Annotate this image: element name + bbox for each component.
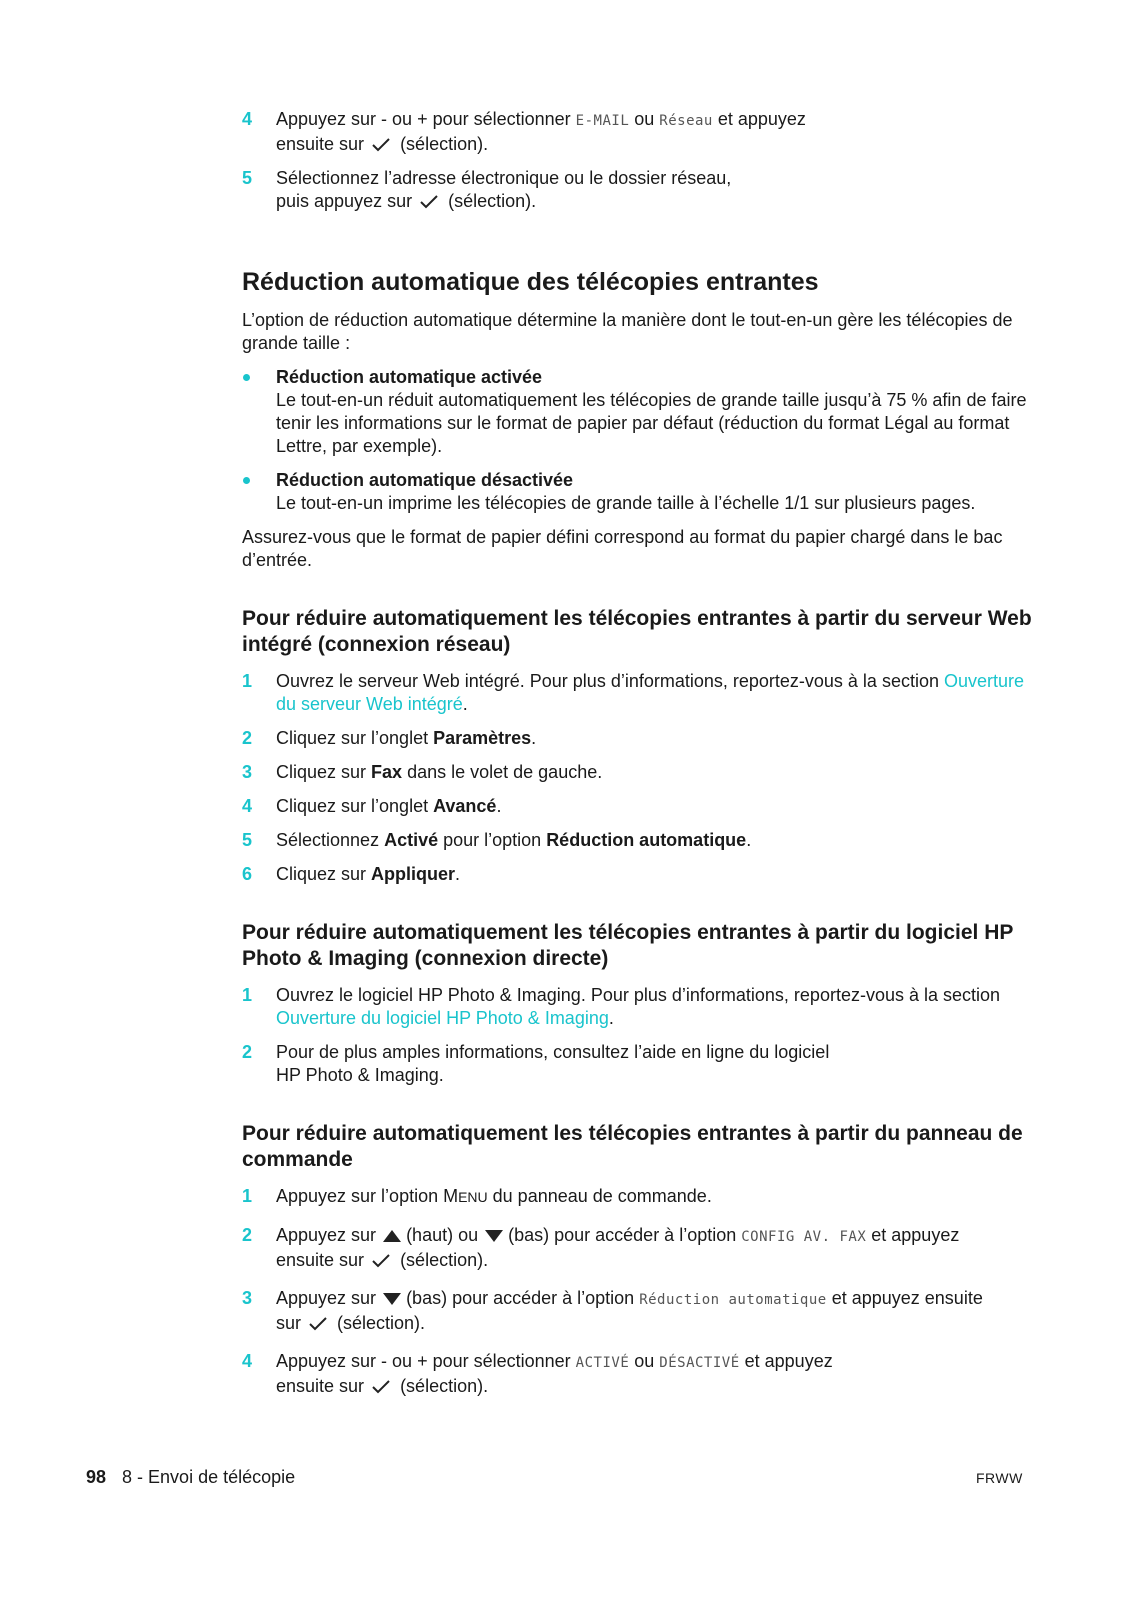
step-number: 5 [242, 168, 253, 188]
list-item: 5 Sélectionnez Activé pour l’option Réduction automatique. [242, 830, 752, 850]
footer-locale: FRWW [976, 1470, 1023, 1486]
cross-reference-link[interactable]: Ouverture du logiciel HP Photo & Imaging [276, 1008, 609, 1028]
list-item: 1 Ouvrez le serveur Web intégré. Pour plus d’informations, reportez-vous à la section Ouverture du serveur Web intégré. [242, 671, 1025, 714]
list-item: 4 Appuyez sur - ou + pour sélectionner ACTIVÉ ou DÉSACTIVÉ et appuyez ensuite sur (sélection). [242, 1351, 833, 1396]
bullet-item [242, 366, 1032, 458]
lcd-text: Réduction automatique [639, 1292, 827, 1308]
check-icon [372, 1254, 390, 1268]
step-number: 4 [242, 796, 253, 816]
lcd-text: CONFIG AV. FAX [741, 1229, 867, 1245]
bullet-icon [243, 374, 250, 381]
content-column [242, 108, 1032, 1409]
list-item: 3 Cliquez sur Fax dans le volet de gauche. [242, 762, 603, 782]
list-item: 5 Sélectionnez l’adresse électronique ou le dossier réseau, puis appuyez sur (sélection). [242, 168, 732, 211]
check-icon [372, 1380, 390, 1394]
list-item: 4 Cliquez sur l’onglet Avancé. [242, 796, 502, 816]
step-number: 6 [242, 864, 253, 884]
page-number: 98 [86, 1467, 107, 1487]
lcd-text: E-MAIL [575, 113, 630, 129]
bullet-title: Réduction automatique désactivée [276, 470, 574, 490]
step-number: 2 [242, 1225, 253, 1245]
step-number: 1 [242, 985, 253, 1005]
list-item: 1 Appuyez sur l’option MENU du panneau de commande. [242, 1186, 712, 1206]
step-number: 3 [242, 762, 253, 782]
step-number: 4 [242, 1351, 253, 1371]
lcd-text: DÉSACTIVÉ [659, 1355, 740, 1371]
list-item: 3 Appuyez sur (bas) pour accéder à l’option Réduction automatique et appuyez ensuite sur (sélection). [242, 1288, 983, 1333]
step-number: 1 [242, 1186, 253, 1206]
step-number: 4 [242, 109, 253, 129]
list-item: 1 Ouvrez le logiciel HP Photo & Imaging. Pour plus d’informations, reportez-vous à la section Ouverture du logiciel HP Photo & Imaging. [242, 985, 1001, 1028]
bullet-text: Le tout-en-un imprime les télécopies de grande taille à l’échelle 1/1 sur plusieurs pages. [276, 493, 976, 513]
step-number: 1 [242, 671, 253, 691]
subsection-title: Pour réduire automatiquement les télécopies entrantes à partir du serveur Web intégré (connexion réseau) [242, 607, 1032, 656]
bullet-icon [243, 477, 250, 484]
bullet-text: Le tout-en-un réduit automatiquement les télécopies de grande taille jusqu’à 75 % afin de faire tenir les informations sur le format de papier par défaut (réduction du format Légal au format Lettre, par exemple). [276, 390, 1027, 456]
list-item: 2 Cliquez sur l’onglet Paramètres. [242, 728, 537, 748]
bullet-item [242, 469, 1032, 515]
chapter-title: 8 - Envoi de télécopie [122, 1467, 296, 1487]
paragraph: Assurez-vous que le format de papier défini correspond au format du papier chargé dans le bac d’entrée. [242, 527, 1003, 570]
paragraph: L’option de réduction automatique détermine la manière dont le tout-en-un gère les télécopies de grande taille : [242, 310, 1013, 353]
list-item: 6 Cliquez sur Appliquer. [242, 864, 461, 884]
step-number: 2 [242, 728, 253, 748]
step-number: 3 [242, 1288, 253, 1308]
page-footer [86, 1466, 295, 1488]
cross-reference-link[interactable]: Ouverture du serveur Web intégré [276, 671, 1025, 714]
section-title: Réduction automatique des télécopies entrantes [242, 268, 819, 296]
check-icon [309, 1317, 327, 1331]
step-number: 2 [242, 1042, 253, 1062]
triangle-up-icon [382, 1229, 402, 1243]
lcd-text: Réseau [659, 113, 713, 129]
subsection-title: Pour réduire automatiquement les télécopies entrantes à partir du panneau de commande [242, 1122, 1023, 1171]
step-number: 5 [242, 830, 253, 850]
triangle-down-icon [382, 1292, 402, 1306]
list-item: 2 Appuyez sur (haut) ou (bas) pour accéder à l’option CONFIG AV. FAX et appuyez ensuite sur (sélection). [242, 1225, 960, 1270]
bullet-title: Réduction automatique activée [276, 367, 543, 387]
lcd-text: ACTIVÉ [575, 1355, 630, 1371]
triangle-down-icon [484, 1229, 504, 1243]
subsection-title: Pour réduire automatiquement les télécopies entrantes à partir du logiciel HP Photo & Imaging (connexion directe) [242, 921, 1013, 970]
check-icon [372, 138, 390, 152]
check-icon [420, 195, 438, 209]
list-item: 2 Pour de plus amples informations, consultez l’aide en ligne du logiciel HP Photo & Imaging. [242, 1042, 830, 1085]
list-item: 4 Appuyez sur - ou + pour sélectionner E-MAIL ou Réseau et appuyez ensuite sur (sélection). [242, 109, 806, 154]
